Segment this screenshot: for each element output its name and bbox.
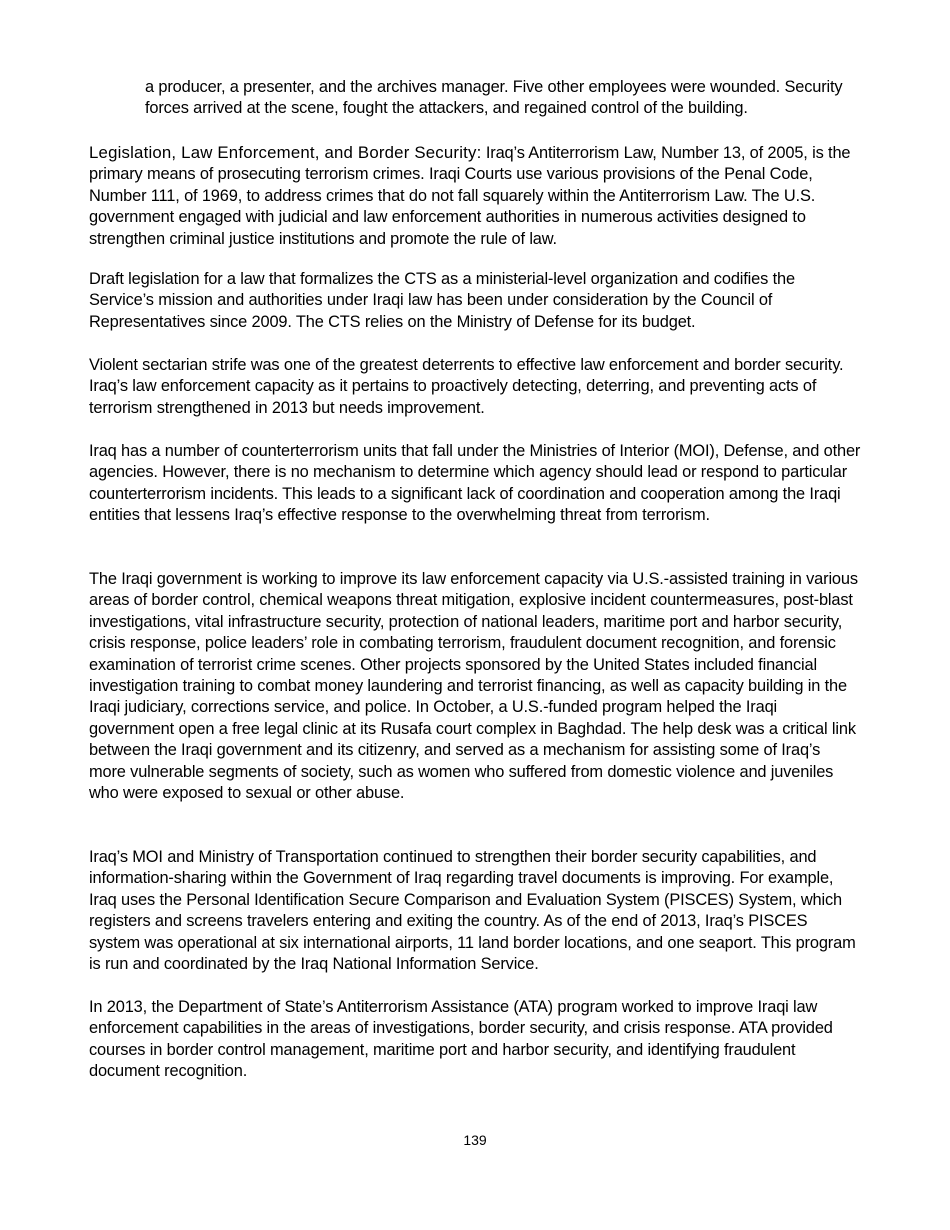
body-paragraph-ct-units: Iraq has a number of counterterrorism units that fall under the Ministries of Interior (MOI), Defense, and other agencies. However, there is no mechanism to determine which agency should lead or respond to particular counterterrorism incidents. This leads to a significant lack of coordination and cooperation among the Iraqi entities that lessens Iraq’s effective response to the overwhelming threat from terrorism. (89, 442, 861, 525)
body-paragraph-cts: Draft legislation for a law that formalizes the CTS as a ministerial-level organization and codifies the Service’s mission and authorities under Iraqi law has been under consideration by the Council of Representatives since 2009. The CTS relies on the Ministry of Defense for its budget. (89, 270, 795, 331)
section-paragraph (89, 142, 861, 250)
page-number: 139 (463, 1132, 487, 1148)
body-paragraph-ata: In 2013, the Department of State’s Antiterrorism Assistance (ATA) program worked to improve Iraqi law enforcement capabilities in the areas of investigations, border security, and crisis response. ATA provided courses in border control management, maritime port and harbor security, and identifying fraudulent document recognition. (89, 998, 833, 1081)
body-paragraph-training: The Iraqi government is working to improve its law enforcement capacity via U.S.-assisted training in various areas of border control, chemical weapons threat mitigation, explosive incident countermeasures, post-blast investigations, vital infrastructure security, protection of national leaders, maritime port and harbor security, crisis response, police leaders’ role in combating terrorism, fraudulent document recognition, and forensic examination of terrorist crime scenes. Other projects sponsored by the United States included financial investigation training to combat money laundering and terrorist financing, as well as capacity building in the Iraqi judiciary, corrections service, and police. In October, a U.S.-funded program helped the Iraqi government open a free legal clinic at its Rusafa court complex in Baghdad. The help desk was a critical link between the Iraqi government and its citizenry, and served as a mechanism for assisting some of Iraq’s more vulnerable segments of society, such as women who suffered from domestic violence and juveniles who were exposed to sexual or other abuse. (89, 570, 858, 803)
body-paragraph-border: Iraq’s MOI and Ministry of Transportation continued to strengthen their border security capabilities, and information-sharing within the Government of Iraq regarding travel documents is improving. For example, Iraq uses the Personal Identification Secure Comparison and Evaluation System (PISCES) System, which registers and screens travelers entering and exiting the country. As of the end of 2013, Iraq’s PISCES system was operational at six international airports, 11 land border locations, and one seaport. This program is run and coordinated by the Iraq National Information Service. (89, 848, 856, 974)
continuation-paragraph: a producer, a presenter, and the archives manager. Five other employees were wounded. Security forces arrived at the scene, fought the attackers, and regained control of the building. (145, 78, 843, 118)
body-paragraph-sectarian: Violent sectarian strife was one of the greatest deterrents to effective law enforcement and border security. Iraq’s law enforcement capacity as it pertains to proactively detecting, deterring, and preventing acts of terrorism strengthened in 2013 but needs improvement. (89, 356, 844, 417)
section-heading: Legislation, Law Enforcement, and Border Security: (89, 143, 482, 162)
section-intro-text: Iraq’s Antiterrorism Law, Number 13, of 2005, is the primary means of prosecuting terrorism crimes. Iraqi Courts use various provisions of the Penal Code, Number 111, of 1969, to address crimes that do not fall squarely within the Antiterrorism Law. The U.S. government engaged with judicial and law enforcement authorities in numerous activities designed to strengthen criminal justice institutions and promote the rule of law. (89, 144, 851, 248)
